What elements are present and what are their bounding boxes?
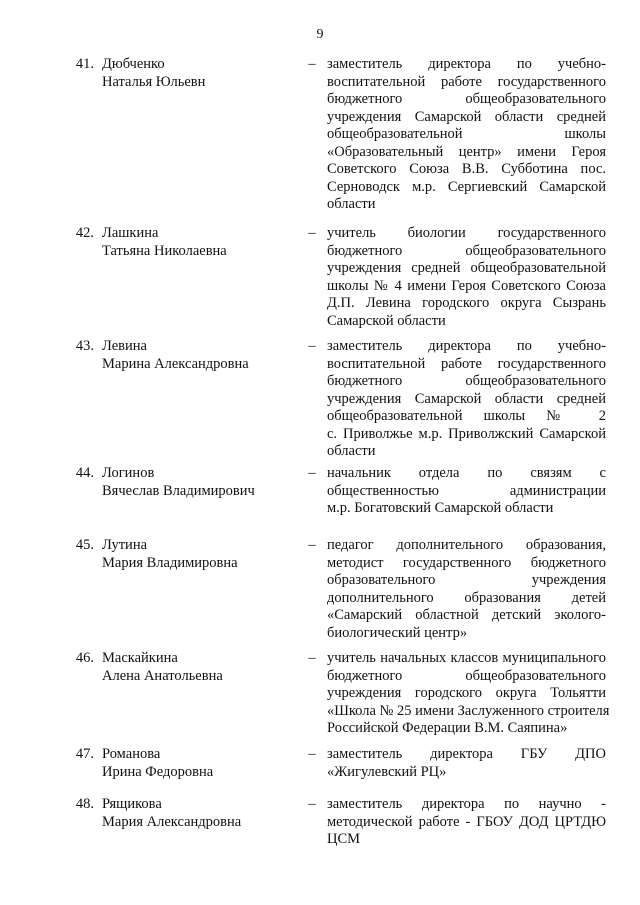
dash-separator: – <box>308 746 316 762</box>
surname: Рящикова <box>102 796 162 812</box>
given-names: Мария Владимировна <box>102 554 238 571</box>
position-description <box>327 56 606 214</box>
dash-separator: – <box>308 225 316 241</box>
description-line: общеобразовательной школы <box>327 126 606 142</box>
position-description <box>327 338 606 461</box>
dash-separator: – <box>308 796 316 812</box>
description-line: биологический центр» <box>327 624 468 641</box>
position-description <box>327 796 606 849</box>
description-line: учреждения Самарской области средней <box>327 108 606 125</box>
position-description <box>327 650 610 738</box>
description-line: бюджетного общеобразовательного <box>327 91 606 107</box>
given-names: Алена Анатольевна <box>102 667 223 684</box>
item-number: 45. <box>75 537 94 553</box>
description-line: образовательного учреждения <box>327 572 606 588</box>
description-line: учреждения городского округа Тольятти <box>327 685 606 701</box>
description-line: Самарской области <box>327 312 446 329</box>
given-names: Наталья Юльевн <box>102 73 206 90</box>
person-name <box>102 338 292 373</box>
description-line: с. Приволжье м.р. Приволжский Самарской <box>327 425 606 442</box>
item-number: 48. <box>75 796 94 812</box>
surname: Маскайкина <box>102 650 178 666</box>
position-description <box>327 537 606 642</box>
description-line: Советского Союза В.В. Субботина пос. <box>327 161 606 177</box>
description-line: ЦСМ <box>327 831 361 847</box>
position-description <box>327 465 606 518</box>
description-line: заместитель директора по учебно- <box>327 338 606 354</box>
surname: Лутина <box>102 537 148 553</box>
person-name <box>102 56 292 91</box>
person-name <box>102 465 292 500</box>
position-description <box>327 746 606 781</box>
surname: Левина <box>102 338 147 354</box>
given-names: Татьяна Николаевна <box>102 242 227 259</box>
description-line: Российской Федерации В.М. Саяпина» <box>327 720 568 736</box>
description-line: области <box>327 196 376 212</box>
given-names: Мария Александровна <box>102 813 242 830</box>
description-line: бюджетного общеобразовательного <box>327 242 606 259</box>
given-names: Марина Александровна <box>102 355 249 372</box>
description-line: заместитель директора по учебно- <box>327 56 606 72</box>
description-line: «Школа № 25 имени Заслуженного строителя <box>327 702 610 719</box>
description-line: бюджетного общеобразовательного <box>327 667 606 684</box>
description-line: педагог дополнительного образования, <box>327 537 606 553</box>
item-number: 47. <box>75 746 94 762</box>
description-line: школы № 4 имени Героя Советского Союза <box>327 277 606 294</box>
description-line: воспитательной работе государственного <box>327 355 606 372</box>
dash-separator: – <box>308 338 316 354</box>
description-line: воспитательной работе государственного <box>327 73 606 90</box>
description-line: общеобразовательной школы № 2 <box>327 408 606 424</box>
description-line: учитель начальных классов муниципального <box>327 650 606 666</box>
person-name <box>102 746 292 781</box>
description-line: учитель биологии государственного <box>327 225 606 241</box>
description-line: «Самарский областной детский эколого- <box>327 607 606 623</box>
description-line: м.р. Богатовский Самарской области <box>327 500 554 516</box>
given-names: Ирина Федоровна <box>102 763 214 780</box>
description-line: области <box>327 443 376 459</box>
description-line: заместитель директора по научно - <box>327 796 606 812</box>
description-line: учреждения средней общеобразовательной <box>327 260 606 276</box>
surname: Лашкина <box>102 225 159 241</box>
dash-separator: – <box>308 56 316 72</box>
position-description <box>327 225 606 330</box>
dash-separator: – <box>308 650 316 666</box>
person-name <box>102 537 292 572</box>
description-line: «Образовательный центр» имени Героя <box>327 143 606 160</box>
description-line: заместитель директора ГБУ ДПО <box>327 746 606 762</box>
person-name <box>102 796 292 831</box>
description-line: Д.П. Левина городского округа Сызрань <box>327 295 606 311</box>
description-line: Серноводск м.р. Сергиевский Самарской <box>327 178 606 195</box>
item-number: 46. <box>75 650 94 666</box>
page-number: 9 <box>316 27 324 42</box>
given-names: Вячеслав Владимирович <box>102 482 255 499</box>
description-line: «Жигулевский РЦ» <box>327 763 447 780</box>
item-number: 44. <box>75 465 94 481</box>
item-number: 42. <box>75 225 94 241</box>
description-line: методист государственного бюджетного <box>327 554 606 571</box>
person-name <box>102 650 292 685</box>
description-line: дополнительного образования детей <box>327 589 606 606</box>
dash-separator: – <box>308 537 316 553</box>
dash-separator: – <box>308 465 316 481</box>
person-name <box>102 225 292 260</box>
description-line: бюджетного общеобразовательного <box>327 373 606 389</box>
surname: Романова <box>102 746 161 762</box>
description-line: методической работе - ГБОУ ДОД ЦРТДЮ <box>327 813 606 830</box>
description-line: начальник отдела по связям с <box>327 465 606 481</box>
surname: Логинов <box>102 465 155 481</box>
description-line: учреждения Самарской области средней <box>327 390 606 407</box>
surname: Дюбченко <box>102 56 165 72</box>
description-line: общественностью администрации <box>327 482 606 499</box>
item-number: 41. <box>75 56 94 72</box>
item-number: 43. <box>75 338 94 354</box>
